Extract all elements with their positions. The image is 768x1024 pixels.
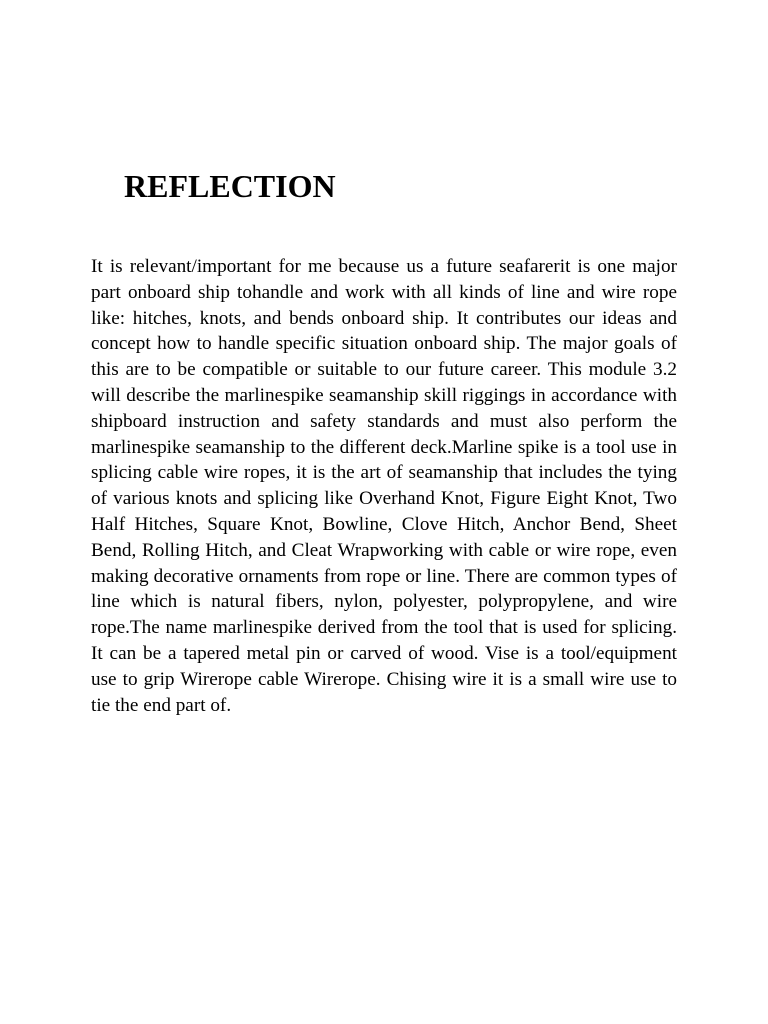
page-title: REFLECTION <box>124 168 336 204</box>
reflection-paragraph: It is relevant/important for me because us a future seafarerit is one major part onboard ship tohandle and work with all kinds of line and wire rope like: hitches, knots, and bends onboard ship. It contributes our ideas and concept how to handle specific situation onboard ship. The major goals of this are to be compatible or suitable to our future career. This module 3.2 will describe the marlinespike seamanship skill riggings in accordance with shipboard instruction and safety standards and must also perform the marlinespike seamanship to the different deck.Marline spike is a tool use in splicing cable wire ropes, it is the art of seamanship that includes the tying of various knots and splicing like Overhand Knot, Figure Eight Knot, Two Half Hitches, Square Knot, Bowline, Clove Hitch, Anchor Bend, Sheet Bend, Rolling Hitch, and Cleat Wrapworking with cable or wire rope, even making decorative ornaments from rope or line. There are common types of line which is natural fibers, nylon, polyester, polypropylene, and wire rope.The name marlinespike derived from the tool that is used for splicing. It can be a tapered metal pin or carved of wood. Vise is a tool/equipment use to grip Wirerope cable Wirerope. Chising wire it is a small wire use to tie the end part of. <box>91 256 677 716</box>
